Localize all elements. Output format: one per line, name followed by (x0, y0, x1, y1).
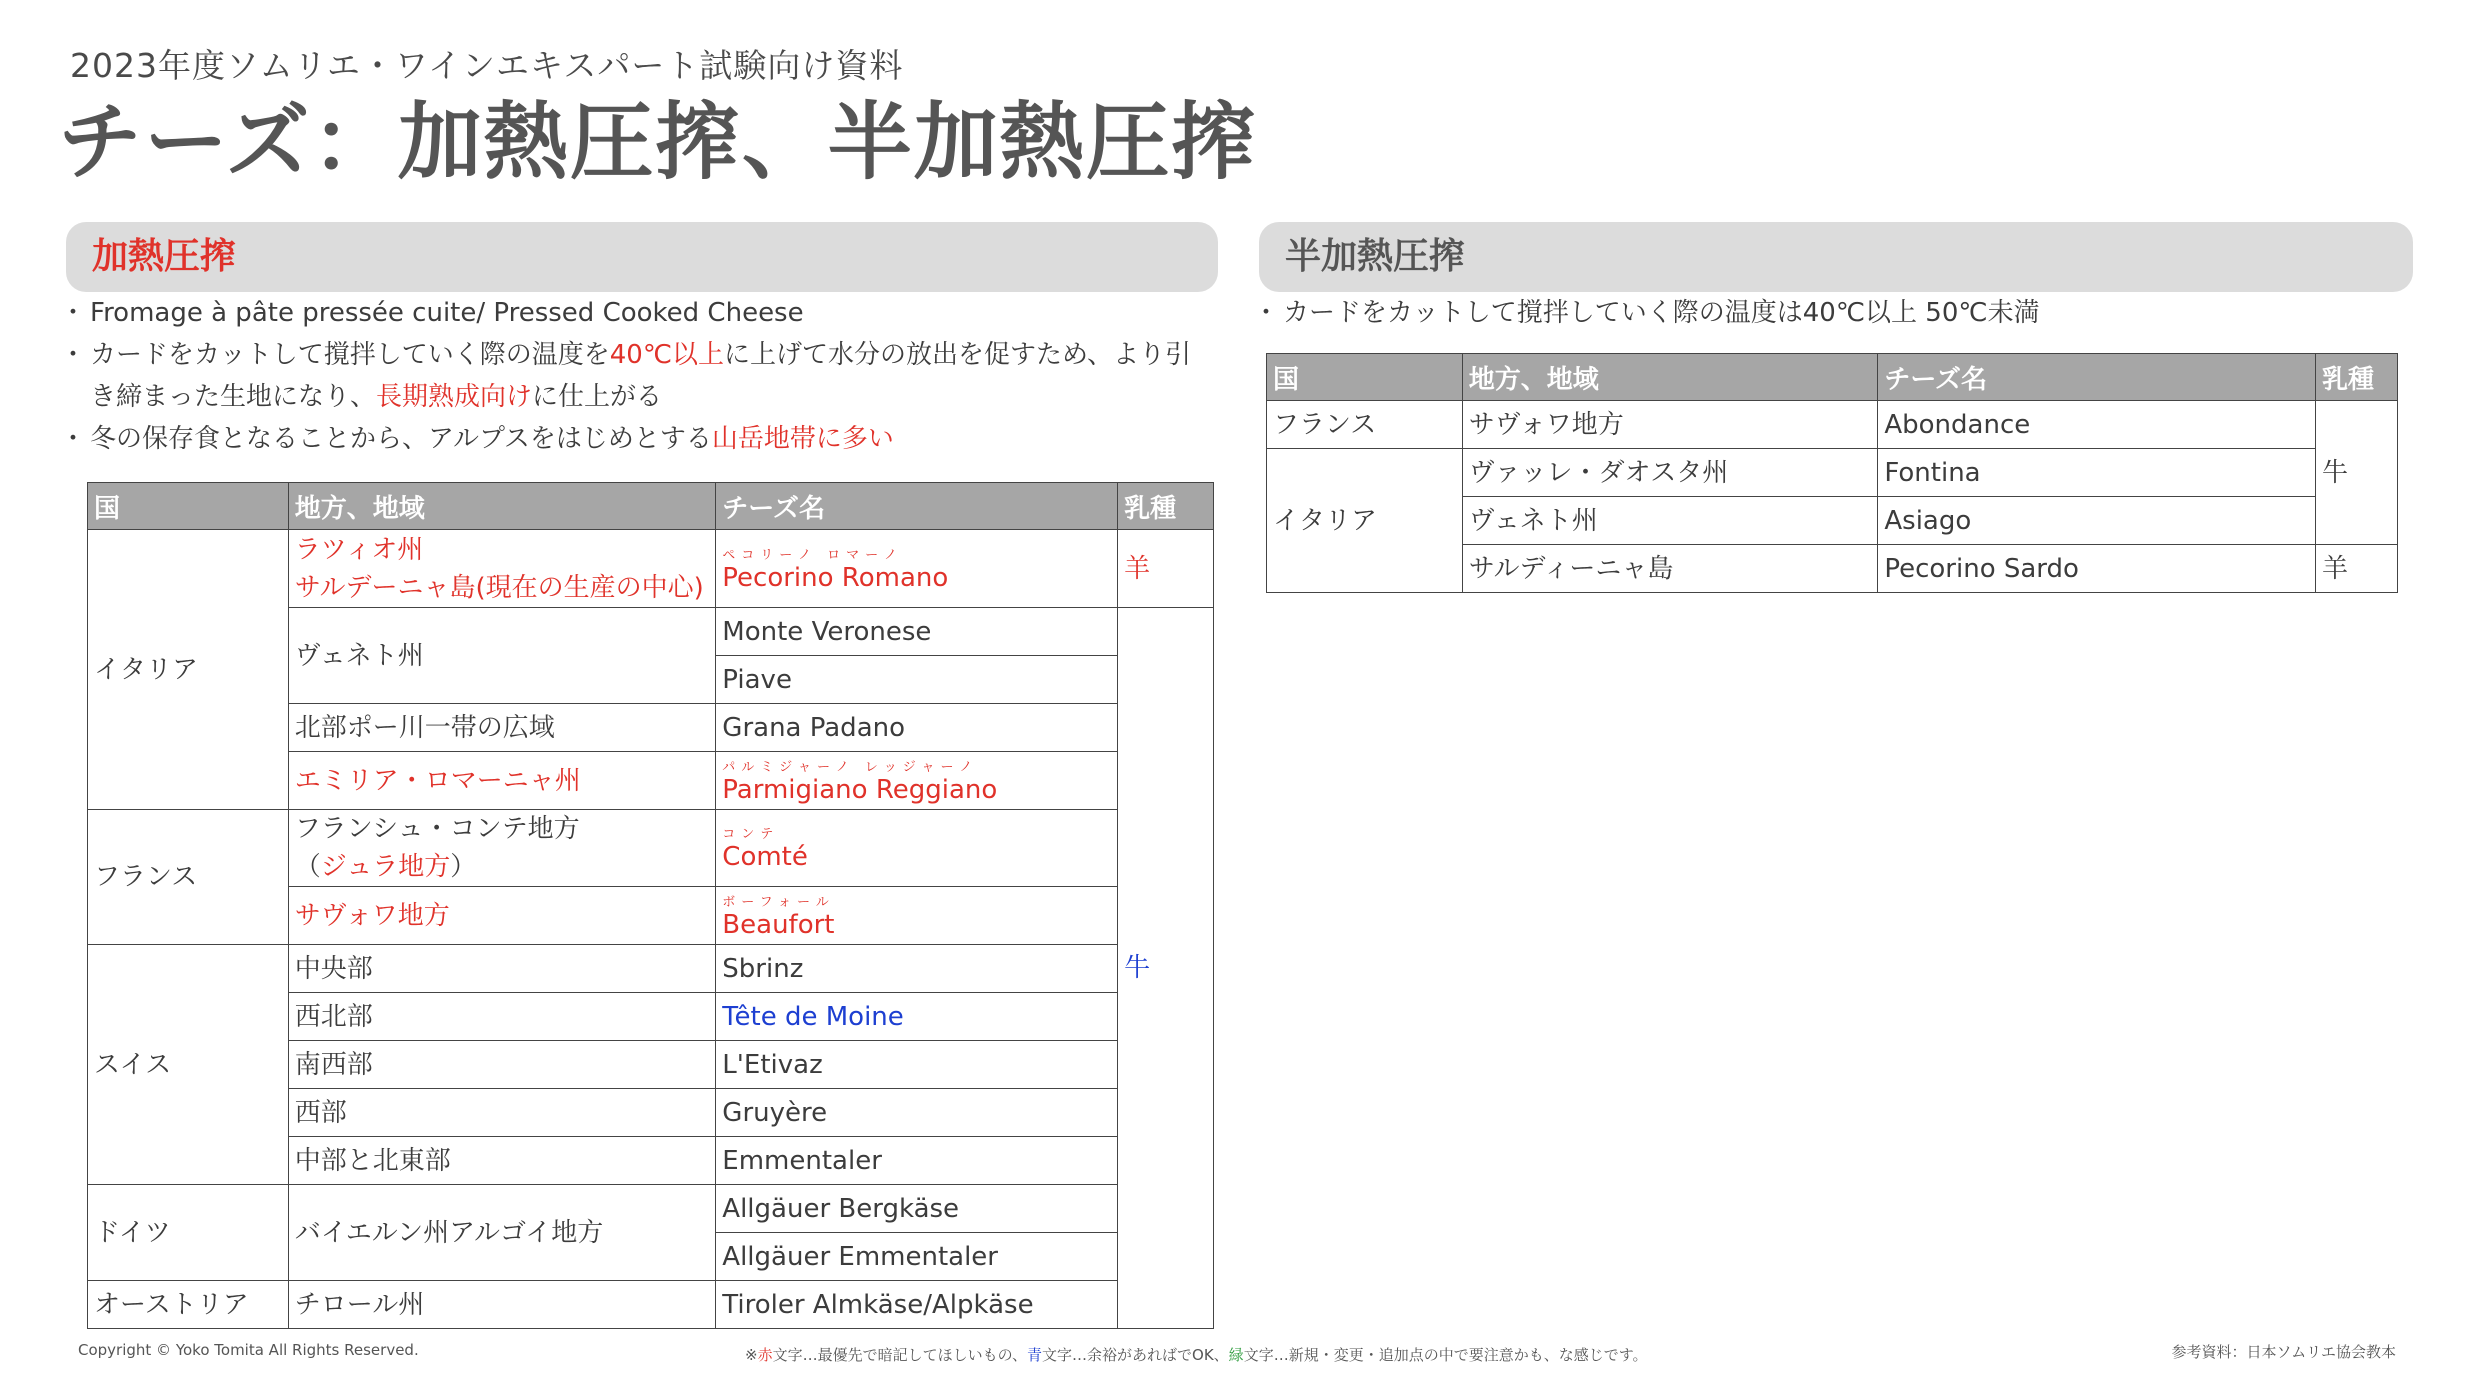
region-cell: 中央部 (288, 945, 716, 993)
highlight-text: 40℃以上 (609, 340, 725, 370)
section-heading-cooked: 加熱圧搾 (66, 222, 1218, 292)
region-cell: 西北部 (288, 993, 716, 1041)
region-cell: 南西部 (288, 1041, 716, 1089)
region-cell: 西部 (288, 1089, 716, 1137)
cooked-bullet-list (66, 292, 1216, 460)
header-country: 国 (1267, 354, 1463, 401)
country-cell: フランス (1267, 401, 1463, 449)
table-row (88, 945, 1214, 993)
note-blue-label: 青 (1027, 1346, 1043, 1364)
semi-cooked-cheese-table (1266, 353, 2398, 593)
note-text: 文字…余裕があればでOK、 (1042, 1346, 1229, 1364)
milk-cell: 羊 (1118, 530, 1214, 608)
table-header-row (1267, 354, 2398, 401)
cheese-cell (716, 810, 1118, 887)
cheese-name: Beaufort (722, 909, 835, 940)
cheese-cell: Gruyère (716, 1089, 1118, 1137)
country-cell: フランス (88, 810, 289, 945)
table-header-row (88, 483, 1214, 530)
cheese-cell (716, 887, 1118, 945)
region-cell: チロール州 (288, 1281, 716, 1329)
section-heading-semi-cooked: 半加熱圧搾 (1259, 222, 2413, 292)
table-row (88, 1281, 1214, 1329)
note-red-label: 赤 (757, 1346, 773, 1364)
milk-cell: 牛 (1118, 608, 1214, 1329)
cheese-cell: Pecorino Sardo (1878, 545, 2316, 593)
region-cell: ヴェネト州 (1462, 497, 1878, 545)
cheese-cell: Abondance (1878, 401, 2316, 449)
region-text: ） (450, 852, 477, 882)
ruby-text: ボーフォール (722, 894, 835, 910)
bullet-text: Fromage à pâte pressée cuite/ Pressed Cooked Cheese (90, 298, 804, 328)
cheese-cell: Tête de Moine (716, 993, 1118, 1041)
region-cell: 中部と北東部 (288, 1137, 716, 1185)
bullet-item (1259, 292, 2413, 334)
ruby-text: ペコリーノ ロマーノ (722, 547, 903, 563)
note-text: 文字…最優先で暗記してほしいもの、 (772, 1346, 1027, 1364)
semi-cooked-bullet-list (1259, 292, 2413, 334)
region-cell: ヴァッレ・ダオスタ州 (1462, 449, 1878, 497)
note-text: ※ (745, 1346, 758, 1364)
highlight-text: 山岳地帯に多い (711, 424, 894, 454)
note-green-label: 緑 (1228, 1346, 1244, 1364)
region-cell: サルディーニャ島 (1462, 545, 1878, 593)
cheese-cell: Emmentaler (716, 1137, 1118, 1185)
bullet-text: 冬の保存食となることから、アルプスをはじめとする (90, 424, 712, 454)
highlight-text: 長期熟成向け (376, 382, 533, 412)
region-cell: サヴォワ地方 (1462, 401, 1878, 449)
milk-cell: 牛 (2316, 401, 2398, 545)
cheese-cell (716, 752, 1118, 810)
table-row (1267, 401, 2398, 449)
color-legend-note (745, 1344, 1648, 1365)
cooked-cheese-table (87, 482, 1214, 1329)
cheese-name: Comté (722, 842, 808, 872)
semi-cooked-section (1259, 222, 2413, 334)
bullet-text: に仕上がる (532, 382, 663, 412)
cheese-cell (716, 530, 1118, 608)
country-cell: スイス (88, 945, 289, 1185)
cheese-cell: L'Etivaz (716, 1041, 1118, 1089)
copyright-text: Copyright © Yoko Tomita All Rights Reserved. (78, 1341, 419, 1359)
table-row (1267, 449, 2398, 497)
region-cell: サヴォワ地方 (288, 887, 716, 945)
cheese-cell: Asiago (1878, 497, 2316, 545)
ruby-text: コンテ (722, 827, 780, 842)
region-cell: バイエルン州アルゴイ地方 (288, 1185, 716, 1281)
header-region: 地方、地域 (1462, 354, 1878, 401)
bullet-text: カードをカットして撹拌していく際の温度を (90, 340, 610, 370)
cheese-cell: Fontina (1878, 449, 2316, 497)
milk-cell: 羊 (2316, 545, 2398, 593)
region-text: サルデーニャ島(現在の生産の中心) (294, 572, 704, 603)
country-cell: ドイツ (88, 1185, 289, 1281)
header-cheese: チーズ名 (716, 483, 1118, 530)
cheese-name: Parmigiano Reggiano (722, 774, 998, 805)
region-cell: ヴェネト州 (288, 608, 716, 704)
country-cell: イタリア (1267, 449, 1463, 593)
region-text: ラツィオ州 (294, 534, 424, 565)
reference-text: 参考資料：日本ソムリエ協会教本 (2171, 1343, 2396, 1361)
bullet-item (66, 418, 1216, 460)
table-row (88, 810, 1214, 887)
bullet-text: カードをカットして撹拌していく際の温度は40℃以上 50℃未満 (1283, 298, 2040, 328)
region-text: ジュラ地方 (320, 852, 451, 882)
country-cell: イタリア (88, 530, 289, 810)
document-subtitle: 2023年度ソムリエ・ワインエキスパート試験向け資料 (70, 46, 904, 85)
region-text: フランシュ・コンテ地方 (294, 814, 580, 844)
ruby-text: パルミジャーノ レッジャーノ (722, 759, 979, 775)
cheese-cell: Piave (716, 656, 1118, 704)
header-region: 地方、地域 (288, 483, 716, 530)
header-cheese: チーズ名 (1878, 354, 2316, 401)
region-cell (288, 530, 716, 608)
note-text: 文字…新規・変更・追加点の中で要注意かも、な感じです。 (1243, 1346, 1648, 1364)
header-milk: 乳種 (1118, 483, 1214, 530)
cheese-cell: Grana Padano (716, 704, 1118, 752)
region-text: （ (294, 852, 321, 882)
table-row (88, 1185, 1214, 1233)
cheese-cell: Monte Veronese (716, 608, 1118, 656)
pressed-cooked-section (66, 222, 1218, 460)
table-row (88, 530, 1214, 608)
region-cell: 北部ポー川一帯の広域 (288, 704, 716, 752)
region-cell (288, 810, 716, 887)
region-cell: エミリア・ロマーニャ州 (288, 752, 716, 810)
header-milk: 乳種 (2316, 354, 2398, 401)
country-cell: オーストリア (88, 1281, 289, 1329)
bullet-item (66, 334, 1216, 418)
bullet-item (66, 292, 1216, 334)
page-title: チーズ：加熱圧搾、半加熱圧搾 (58, 93, 1258, 191)
bullet-text: に上げて水分の放出を促すため、より引き締まった生地になり、 (90, 340, 1192, 412)
cheese-cell: Allgäuer Bergkäse (716, 1185, 1118, 1233)
cheese-cell: Allgäuer Emmentaler (716, 1233, 1118, 1281)
cheese-cell: Tiroler Almkäse/Alpkäse (716, 1281, 1118, 1329)
header-country: 国 (88, 483, 289, 530)
cheese-name: Pecorino Romano (722, 562, 949, 593)
cheese-cell: Sbrinz (716, 945, 1118, 993)
